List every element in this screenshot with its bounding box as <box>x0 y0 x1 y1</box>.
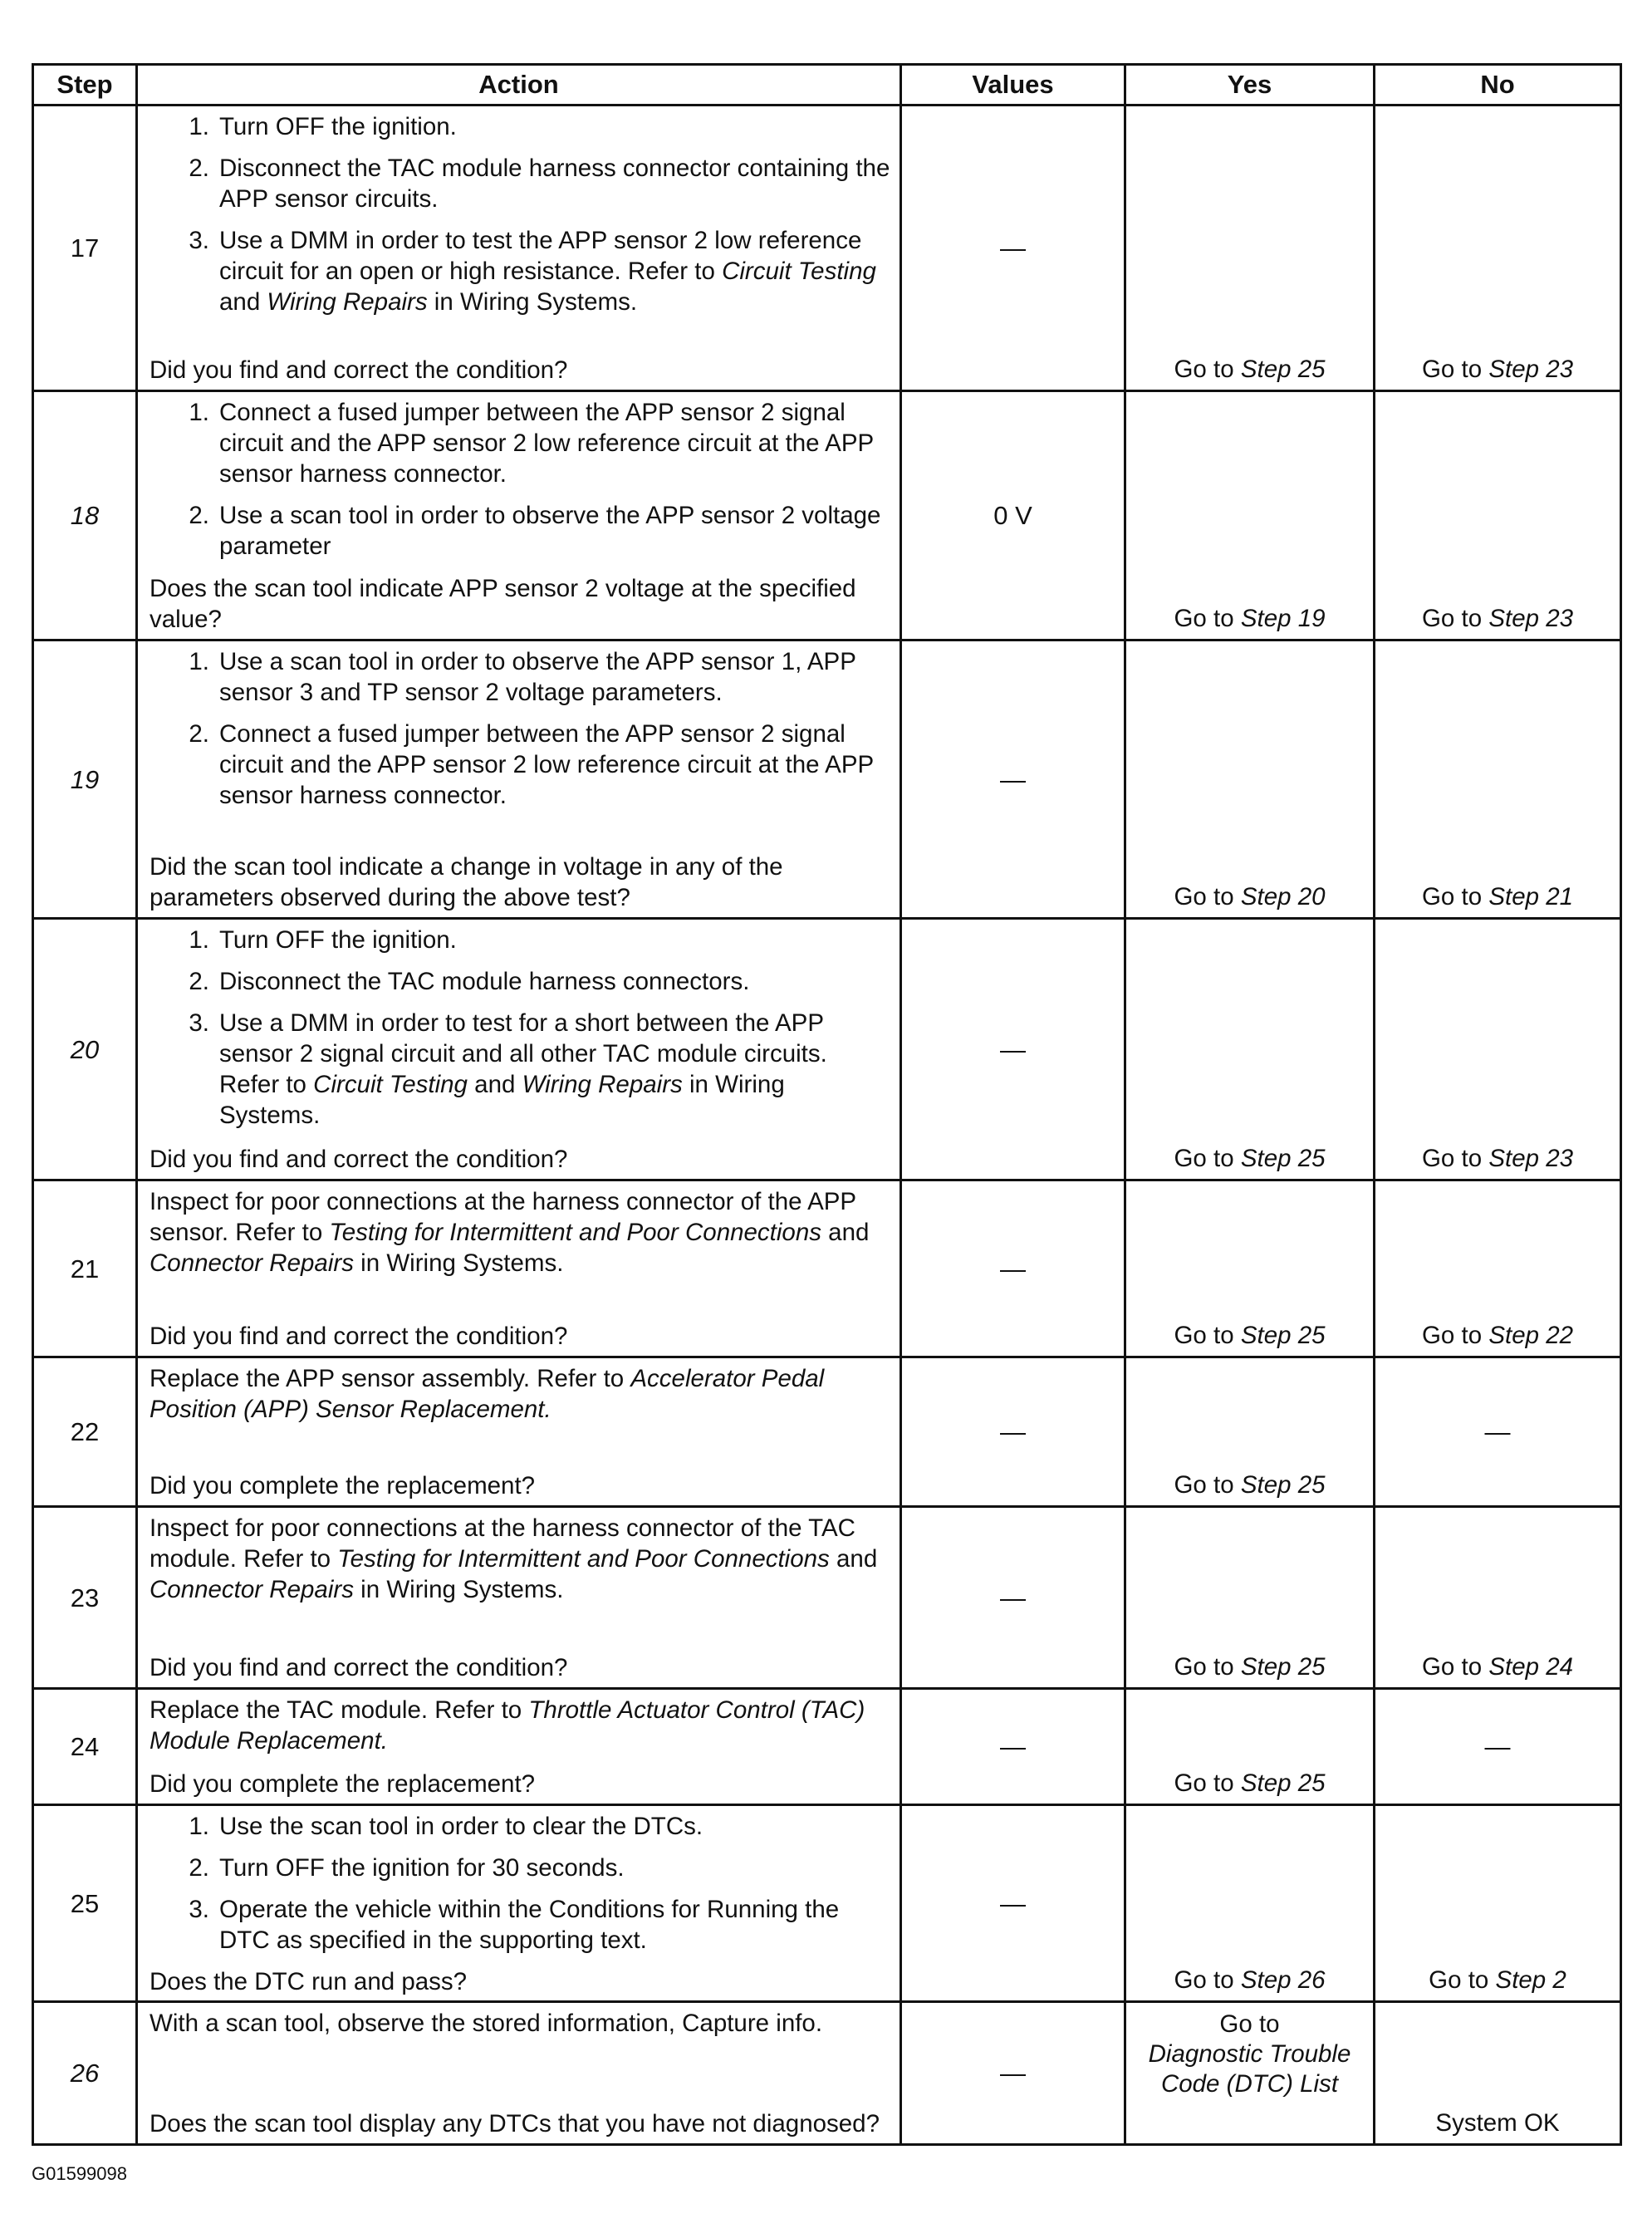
item-text <box>219 966 891 997</box>
yes-goto-reference: Step 20 <box>1240 883 1326 910</box>
step-number: 18 <box>33 391 137 640</box>
item-text <box>219 111 891 142</box>
question-text: Does the scan tool indicate APP sensor 2 voltage at the specified value? <box>150 575 856 633</box>
item-number: 2. <box>189 720 209 748</box>
item-text <box>219 153 891 214</box>
reference-link-text: Connector Repairs <box>150 1249 354 1277</box>
procedure-item <box>150 966 891 997</box>
yes-goto-prefix: Go to <box>1174 1471 1241 1499</box>
action-content <box>150 1695 891 1799</box>
item-number: 1. <box>189 113 209 140</box>
no-goto-prefix: Go to <box>1421 356 1489 383</box>
question-text: Does the scan tool display any DTCs that you have not diagnosed? <box>150 2110 880 2137</box>
step-number: 21 <box>33 1180 137 1357</box>
procedure-item <box>150 1811 891 1842</box>
table-row <box>33 640 1621 919</box>
item-text-part: and <box>467 1071 522 1098</box>
yes-cell <box>1125 1180 1375 1357</box>
yes-cell <box>1125 640 1375 919</box>
instruction-text: Inspect for poor connections at the harness connector of the APP sensor. Refer to <box>150 1188 856 1246</box>
item-text-part: and <box>219 288 267 316</box>
item-text-part: Use a DMM in order to test for a short between the APP sensor 2 signal circuit and all other TAC module circuits. Refer to <box>219 1009 827 1098</box>
instruction-text: in Wiring Systems. <box>353 1576 564 1603</box>
item-text-part: in Wiring Systems. <box>219 1071 785 1129</box>
yes-cell <box>1125 2002 1375 2145</box>
header-values: Values <box>901 65 1125 106</box>
yes-goto-reference: Step 25 <box>1240 1769 1326 1797</box>
value-cell: 0 V <box>901 391 1125 640</box>
no-goto-reference: Step 23 <box>1488 605 1574 632</box>
procedure-item <box>150 500 891 562</box>
step-number: 17 <box>33 106 137 391</box>
value-cell: — <box>901 1805 1125 2002</box>
action-content <box>150 1186 891 1352</box>
yes-goto-prefix: Go to <box>1174 883 1241 910</box>
yes-goto-reference: Diagnostic Trouble Code (DTC) List <box>1148 2040 1351 2098</box>
yes-goto-reference: Step 25 <box>1240 1322 1326 1349</box>
table-row <box>33 1180 1621 1357</box>
no-cell <box>1375 1805 1621 2002</box>
yes-goto-prefix: Go to <box>1174 1322 1241 1349</box>
action-cell <box>137 1507 901 1689</box>
item-number: 3. <box>189 227 209 254</box>
no-goto-prefix: Go to <box>1421 1653 1489 1681</box>
procedure-list <box>150 925 891 1141</box>
no-cell <box>1375 106 1621 391</box>
yes-goto-prefix: Go to <box>1174 356 1241 383</box>
reference-link-text: Circuit Testing <box>722 258 876 285</box>
table-row <box>33 2002 1621 2145</box>
reference-link-text: Connector Repairs <box>150 1576 354 1603</box>
item-text <box>219 397 891 489</box>
question-text: Did you complete the replacement? <box>150 1472 536 1499</box>
item-text <box>219 1894 891 1956</box>
item-text-part: Use the scan tool in order to clear the DTCs. <box>219 1813 703 1840</box>
action-content <box>150 2008 891 2139</box>
action-content <box>150 925 891 1175</box>
item-number: 3. <box>189 1009 209 1037</box>
action-content <box>150 1363 891 1501</box>
item-number: 1. <box>189 648 209 675</box>
item-text <box>219 925 891 955</box>
question-text: Did the scan tool indicate a change in voltage in any of the parameters observed during the above test? <box>150 853 783 911</box>
instruction-text: Inspect for poor connections at the harness connector of the TAC module. Refer to <box>150 1514 855 1573</box>
no-cell: — <box>1375 1357 1621 1507</box>
action-content <box>150 1811 891 1997</box>
procedure-item <box>150 1894 891 1956</box>
instruction-paragraph <box>150 1363 891 1425</box>
header-step: Step <box>33 65 137 106</box>
item-text <box>219 1853 891 1883</box>
no-goto-reference: Step 23 <box>1488 356 1574 383</box>
item-text <box>219 719 891 811</box>
yes-goto-reference: Step 25 <box>1240 1145 1326 1172</box>
question-text: Did you find and correct the condition? <box>150 1323 568 1350</box>
procedure-item <box>150 397 891 489</box>
step-number: 24 <box>33 1689 137 1805</box>
procedure-item <box>150 925 891 955</box>
item-text-part: Turn OFF the ignition. <box>219 113 457 140</box>
no-goto-prefix: Go to <box>1421 1322 1489 1349</box>
no-goto-prefix: Go to <box>1421 605 1489 632</box>
reference-link-text: Wiring Repairs <box>267 288 428 316</box>
yes-cell <box>1125 1357 1375 1507</box>
value-cell: — <box>901 1357 1125 1507</box>
step-number: 26 <box>33 2002 137 2145</box>
instruction-paragraph <box>150 1513 891 1605</box>
reference-link-text: Throttle Actuator Control (TAC) Module Replacement. <box>150 1696 865 1755</box>
value-cell: — <box>901 919 1125 1180</box>
action-cell <box>137 1180 901 1357</box>
item-text-part: Operate the vehicle within the Conditions for Running the DTC as specified in the supporting text. <box>219 1896 840 1954</box>
no-cell <box>1375 1180 1621 1357</box>
instruction-paragraph <box>150 1695 891 1756</box>
item-number: 2. <box>189 155 209 182</box>
action-cell <box>137 106 901 391</box>
item-text-part: Connect a fused jumper between the APP sensor 2 signal circuit and the APP sensor 2 low reference circuit at the APP sensor harness connector. <box>219 399 874 488</box>
no-cell <box>1375 391 1621 640</box>
item-text-part: Disconnect the TAC module harness connectors. <box>219 968 750 995</box>
yes-goto-prefix: Go to <box>1174 605 1241 632</box>
item-number: 1. <box>189 1813 209 1840</box>
yes-goto-prefix: Go to <box>1219 2010 1280 2038</box>
instruction-text: Replace the TAC module. Refer to <box>150 1696 529 1724</box>
action-content <box>150 646 891 913</box>
procedure-item <box>150 111 891 142</box>
reference-link-text: Wiring Repairs <box>522 1071 683 1098</box>
table-row <box>33 919 1621 1180</box>
table-row <box>33 1689 1621 1805</box>
no-goto-reference: Step 22 <box>1488 1322 1574 1349</box>
action-content <box>150 397 891 635</box>
item-text-part: Turn OFF the ignition. <box>219 926 457 954</box>
yes-cell <box>1125 391 1375 640</box>
yes-goto-reference: Step 26 <box>1240 1966 1326 1994</box>
header-yes: Yes <box>1125 65 1375 106</box>
step-number: 23 <box>33 1507 137 1689</box>
item-text <box>219 646 891 708</box>
item-text <box>219 500 891 562</box>
instruction-text: and <box>829 1545 878 1573</box>
yes-goto-prefix: Go to <box>1174 1653 1241 1681</box>
reference-link-text: Testing for Intermittent and Poor Connections <box>329 1219 821 1246</box>
instruction-paragraph <box>150 1186 891 1279</box>
instruction-text: and <box>821 1219 870 1246</box>
no-cell: System OK <box>1375 2002 1621 2145</box>
yes-goto-reference: Step 25 <box>1240 1471 1326 1499</box>
item-text-part: Use a scan tool in order to observe the APP sensor 2 voltage parameter <box>219 502 881 560</box>
header-action: Action <box>137 65 901 106</box>
header-no: No <box>1375 65 1621 106</box>
procedure-item <box>150 719 891 811</box>
no-goto-prefix: Go to <box>1429 1966 1496 1994</box>
value-cell: — <box>901 1180 1125 1357</box>
step-number: 20 <box>33 919 137 1180</box>
value-cell: — <box>901 1507 1125 1689</box>
item-number: 3. <box>189 1896 209 1923</box>
table-row <box>33 391 1621 640</box>
table-row <box>33 106 1621 391</box>
item-number: 2. <box>189 1854 209 1882</box>
value-cell: — <box>901 1689 1125 1805</box>
question-text: Did you find and correct the condition? <box>150 1654 568 1681</box>
value-cell: — <box>901 640 1125 919</box>
no-goto-prefix: Go to <box>1421 883 1489 910</box>
reference-link-text: Circuit Testing <box>313 1071 468 1098</box>
item-text-part: Turn OFF the ignition for 30 seconds. <box>219 1854 625 1882</box>
no-goto-prefix: Go to <box>1421 1145 1489 1172</box>
action-content <box>150 111 891 385</box>
item-text-part: Use a scan tool in order to observe the APP sensor 1, APP sensor 3 and TP sensor 2 voltage parameters. <box>219 648 856 706</box>
no-cell <box>1375 1507 1621 1689</box>
item-number: 1. <box>189 926 209 954</box>
question-text: Did you complete the replacement? <box>150 1770 536 1798</box>
item-text <box>219 1008 891 1131</box>
procedure-item <box>150 1008 891 1131</box>
instruction-paragraph: With a scan tool, observe the stored information, Capture info. <box>150 2010 823 2037</box>
procedure-item <box>150 153 891 214</box>
action-cell <box>137 2002 901 2145</box>
action-cell <box>137 919 901 1180</box>
yes-cell <box>1125 1507 1375 1689</box>
figure-code: G01599098 <box>32 2163 127 2184</box>
no-cell <box>1375 640 1621 919</box>
value-cell: — <box>901 106 1125 391</box>
question-text: Does the DTC run and pass? <box>150 1968 468 1995</box>
question-text: Did you find and correct the condition? <box>150 1146 568 1173</box>
item-text-part: in Wiring Systems. <box>427 288 638 316</box>
yes-goto-prefix: Go to <box>1174 1769 1241 1797</box>
item-number: 1. <box>189 399 209 426</box>
action-cell <box>137 1357 901 1507</box>
procedure-item <box>150 646 891 708</box>
procedure-item <box>150 1853 891 1883</box>
item-text <box>219 1811 891 1842</box>
item-number: 2. <box>189 502 209 529</box>
item-number: 2. <box>189 968 209 995</box>
header-row <box>33 65 1621 106</box>
reference-link-text: Testing for Intermittent and Poor Connections <box>337 1545 830 1573</box>
item-text-part: Connect a fused jumper between the APP sensor 2 signal circuit and the APP sensor 2 low reference circuit at the APP sensor harness connector. <box>219 720 874 809</box>
diagnostic-table <box>32 63 1622 2146</box>
procedure-list <box>150 646 891 822</box>
no-goto-reference: Step 24 <box>1488 1653 1574 1681</box>
procedure-list <box>150 397 891 572</box>
yes-goto-prefix: Go to <box>1174 1145 1241 1172</box>
procedure-list <box>150 111 891 328</box>
no-cell <box>1375 919 1621 1180</box>
no-goto-reference: Step 21 <box>1488 883 1574 910</box>
item-text-part: Disconnect the TAC module harness connector containing the APP sensor circuits. <box>219 155 890 213</box>
yes-goto-reference: Step 25 <box>1240 356 1326 383</box>
item-text <box>219 225 891 317</box>
action-cell <box>137 640 901 919</box>
no-goto-reference: Step 2 <box>1495 1966 1566 1994</box>
action-content <box>150 1513 891 1683</box>
step-number: 25 <box>33 1805 137 2002</box>
procedure-item <box>150 225 891 317</box>
instruction-text: Replace the APP sensor assembly. Refer to <box>150 1365 631 1392</box>
action-cell <box>137 1689 901 1805</box>
value-cell: — <box>901 2002 1125 2145</box>
yes-goto-reference: Step 19 <box>1240 605 1326 632</box>
step-number: 19 <box>33 640 137 919</box>
question-text: Did you find and correct the condition? <box>150 356 568 384</box>
action-cell <box>137 1805 901 2002</box>
no-cell: — <box>1375 1689 1621 1805</box>
no-goto-reference: Step 23 <box>1488 1145 1574 1172</box>
reference-link-text: Accelerator Pedal Position (APP) Sensor Replacement. <box>150 1365 825 1423</box>
step-number: 22 <box>33 1357 137 1507</box>
yes-cell <box>1125 1805 1375 2002</box>
yes-cell <box>1125 1689 1375 1805</box>
table-row <box>33 1507 1621 1689</box>
yes-cell <box>1125 919 1375 1180</box>
table-row <box>33 1357 1621 1507</box>
action-cell <box>137 391 901 640</box>
yes-goto-prefix: Go to <box>1174 1966 1241 1994</box>
procedure-list <box>150 1811 891 1966</box>
item-text-part: Use a DMM in order to test the APP sensor 2 low reference circuit for an open or high resistance. Refer to <box>219 227 862 285</box>
yes-cell <box>1125 106 1375 391</box>
diagnostic-table-container <box>32 63 1620 2146</box>
instruction-text: in Wiring Systems. <box>353 1249 564 1277</box>
table-row <box>33 1805 1621 2002</box>
yes-goto-reference: Step 25 <box>1240 1653 1326 1681</box>
